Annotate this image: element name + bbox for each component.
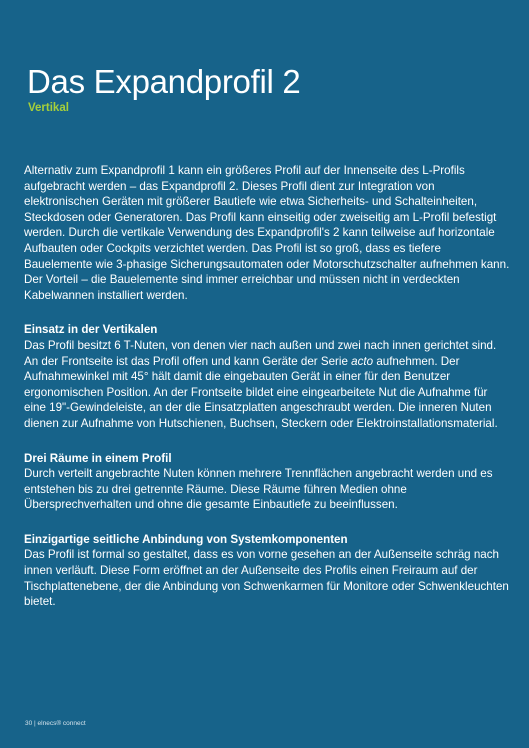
page-footer bbox=[25, 720, 86, 728]
section-paragraph bbox=[24, 338, 512, 432]
footer-separator: | bbox=[32, 720, 38, 727]
intro-paragraph: Alternativ zum Expandprofil 1 kann ein größeres Profil auf der Innenseite des L-Profils aufgebracht werden – das Expandprofil 2. Dieses Profil dient zur Integration von elektronischen Geräten mit größerer Bautiefe wie etwa Sicherheits- und Schalteinheiten, Steckdosen oder Generatoren. Das Profil kann einseitig oder zweiseitig am L-Profil befestigt werden. Durch die vertikale Verwendung des Expandprofil's 2 kann teilweise auf horizontale Aufbauten oder Cockpits verzichtet werden. Das Profil ist so groß, dass es tiefere Bauelemente wie 3-phasige Sicherungsautomaten oder Motorschutzschalter aufnehmen kann. Der Vorteil – die Bauelemente sind immer erreichbar und müssen nicht in verdeckten Kabelwannen installiert werden. bbox=[24, 164, 510, 302]
section-anbindung bbox=[24, 532, 512, 610]
section-text-part: Das Profil besitzt 6 T-Nuten, von denen vier nach außen und zwei nach innen gerichtet sind. An der Frontseite ist das Profil offen und kann Geräte der Serie bbox=[24, 338, 497, 368]
section-paragraph: Durch verteilt angebrachte Nuten können mehrere Trennflächen angebracht werden und es entstehen bis zu drei getrennte Räume. Diese Räume führen Medien ohne Übersprechverhalten und ohne die gesamte Einbautiefe zu beeinflussen. bbox=[24, 467, 493, 512]
product-series-name: acto bbox=[351, 354, 374, 368]
section-heading: Einzigartige seitliche Anbindung von Systemkomponenten bbox=[24, 532, 348, 546]
article-body bbox=[24, 163, 512, 610]
page-number: 30 bbox=[25, 720, 33, 727]
page-title: Das Expandprofil 2 bbox=[27, 63, 301, 100]
footer-brand: elnecs® connect bbox=[37, 720, 86, 727]
section-paragraph: Das Profil ist formal so gestaltet, dass es von vorne gesehen an der Außenseite schräg nach innen verläuft. Diese Form eröffnet an der Außenseite des Profils einen Freiraum auf der Tischplattenebene, der die Anbindung von Schwenkarmen für Monitore oder Schwenkleuchten bietet. bbox=[24, 548, 509, 609]
section-heading: Einsatz in der Vertikalen bbox=[24, 323, 158, 337]
section-text-part: aufnehmen. Der Aufnahmewinkel mit 45° hält damit die eingebauten Gerät in einer für den Benutzer ergonomischen Position. An der Frontseite bildet eine eingearbeitete Nut die Aufnahme für eine 19"-Gewindeleiste, an der die Einsatzplatten angeschraubt werden. Die inneren Nuten dienen zur Aufnahme von Hutschienen, Buchsen, Steckern oder Elektroinstallationsmaterial. bbox=[24, 354, 498, 430]
page-subtitle: Vertikal bbox=[28, 102, 69, 114]
section-einsatz bbox=[24, 322, 512, 431]
section-heading: Drei Räume in einem Profil bbox=[24, 451, 172, 465]
section-drei-raeume bbox=[24, 451, 512, 513]
